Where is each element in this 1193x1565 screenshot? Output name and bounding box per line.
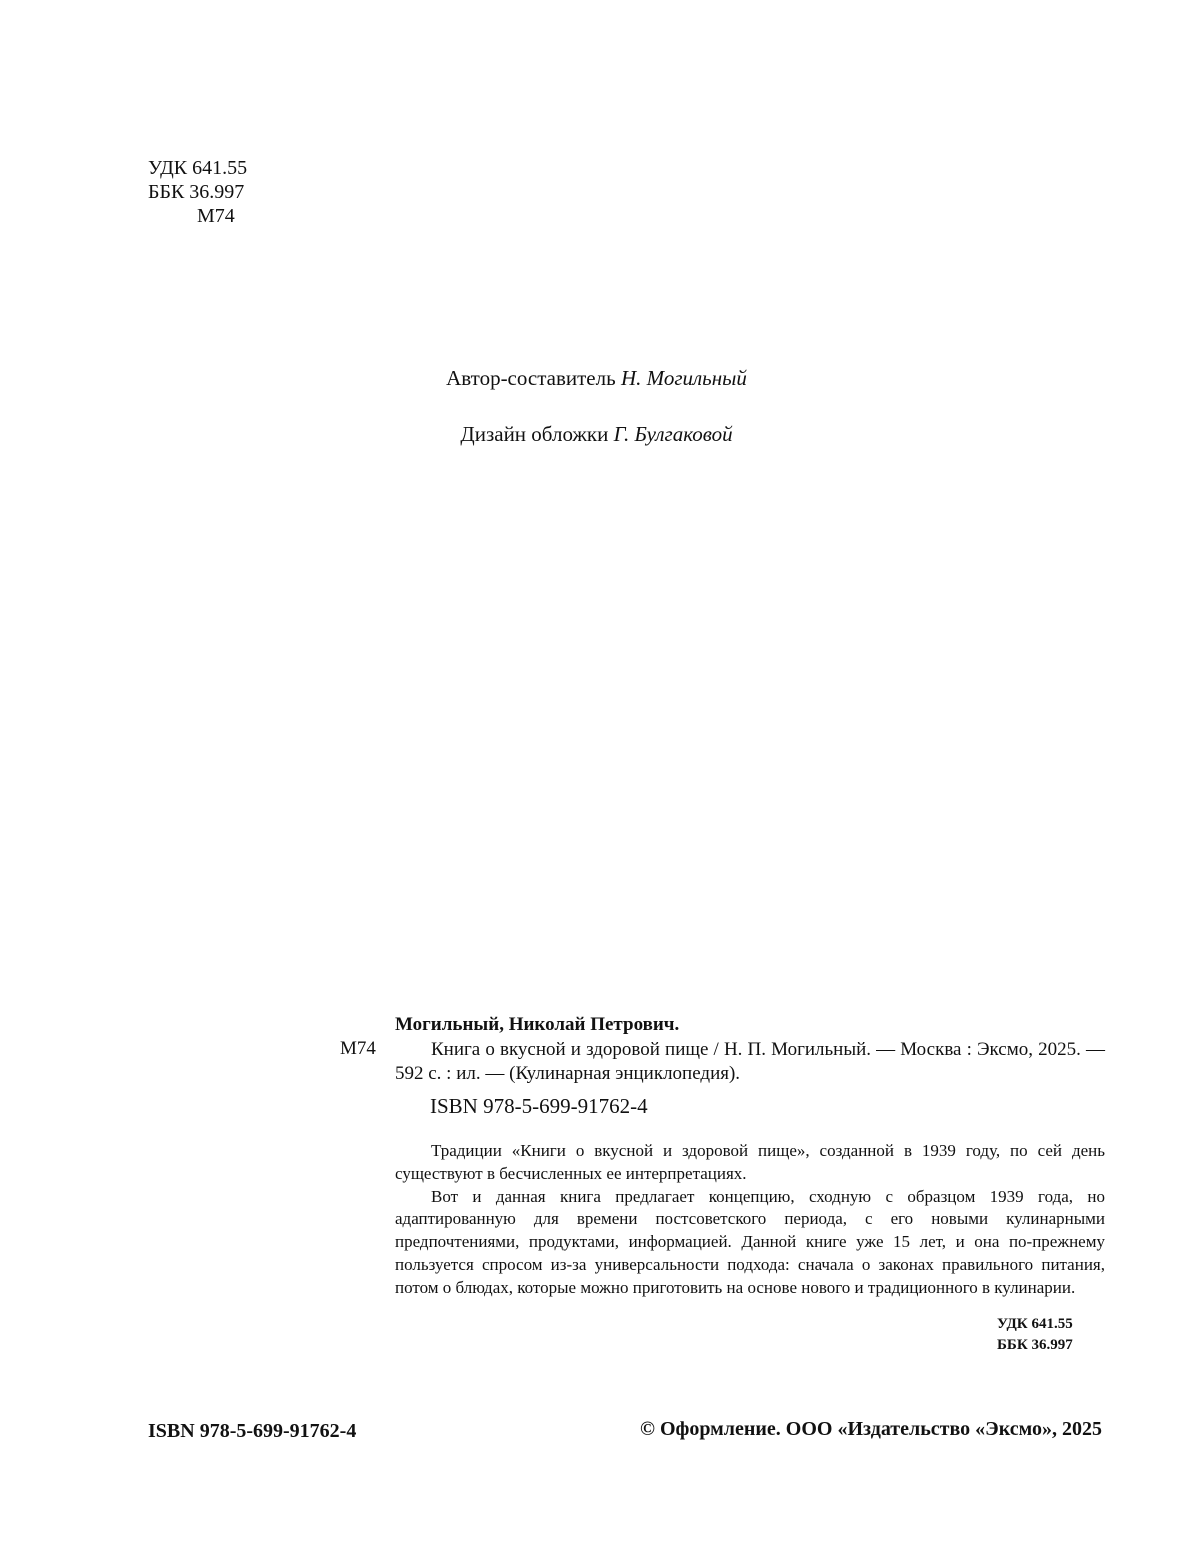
entry-text: Книга о вкусной и здоровой пище / Н. П. Могильный. — Москва : Эксмо, 2025. — 592 с. : ил. — (Кулинарная энциклопедия).: [395, 1039, 1105, 1084]
bbk-code: ББК 36.997: [148, 181, 245, 203]
author-mark: М74: [197, 205, 235, 227]
cover-design-label: Дизайн обложки: [460, 422, 609, 446]
author-heading: Могильный, Николай Петрович.: [395, 1014, 680, 1035]
bibliographic-record: [340, 1014, 1105, 1354]
cover-designer-name: Г. Булгаковой: [613, 422, 733, 446]
compiler-credit: [0, 366, 1193, 391]
compiler-name: Н. Могильный: [620, 366, 747, 390]
annotation: [395, 1140, 1105, 1300]
top-classification: [148, 156, 247, 228]
footer-isbn: ISBN 978-5-699-91762-4: [148, 1420, 357, 1442]
record-isbn: ISBN 978-5-699-91762-4: [430, 1094, 648, 1118]
record-classification: [997, 1314, 1073, 1356]
compiler-label: Автор-составитель: [446, 366, 616, 390]
copyright-notice: © Оформление. ООО «Издательство «Эксмо», 2025: [640, 1418, 1102, 1440]
bibliographic-entry: [395, 1038, 1105, 1086]
annotation-paragraph: Традиции «Книги о вкусной и здоровой пище», созданной в 1939 году, по сей день существуют в бесчисленных ее интерпретациях.: [395, 1141, 1105, 1183]
record-author-mark: М74: [340, 1038, 376, 1059]
annotation-paragraph: Вот и данная книга предлагает концепцию, сходную с образцом 1939 года, но адаптированную для времени постсоветского периода, с его новыми кулинарными предпочтениями, продуктами, информацией. Данной книге уже 15 лет, и она по-прежнему пользуется спросом из-за универсальности подхода: сначала о законах правильного питания, потом о блюдах, которые можно приготовить на основе нового и традиционного в кулинарии.: [395, 1186, 1105, 1297]
record-udk: УДК 641.55: [997, 1316, 1073, 1332]
cover-design-credit: [0, 422, 1193, 447]
record-bbk: ББК 36.997: [997, 1337, 1073, 1353]
udk-code: УДК 641.55: [148, 157, 248, 179]
